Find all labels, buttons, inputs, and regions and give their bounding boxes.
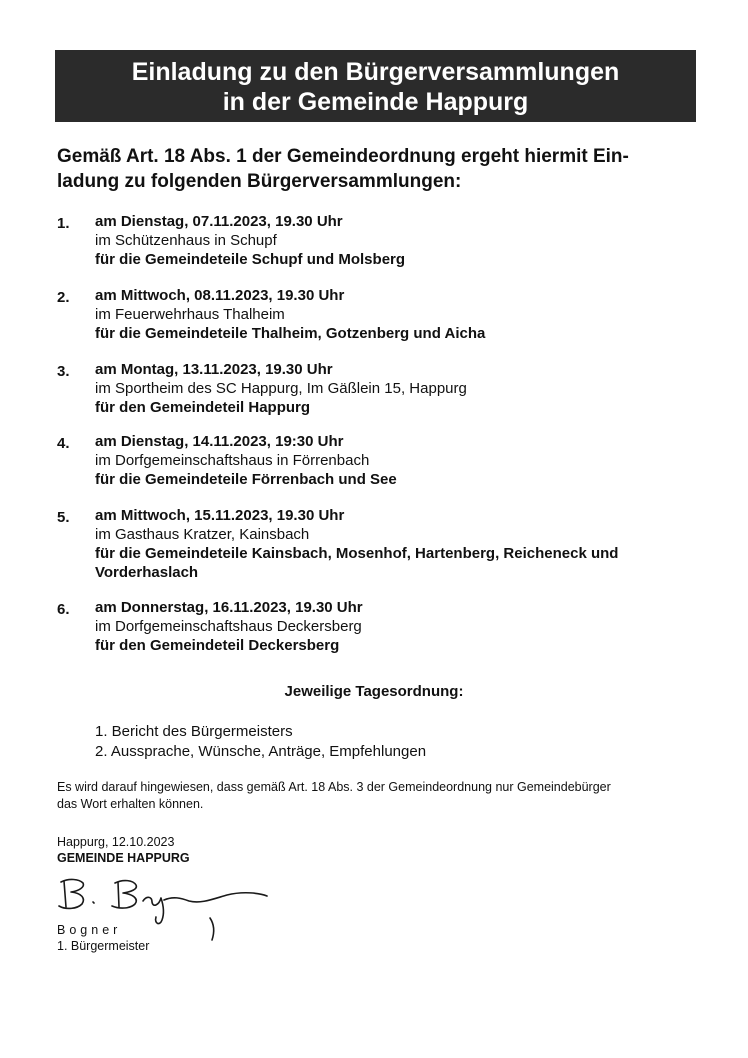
meeting-number: 5. xyxy=(57,509,70,526)
title-line-2: in der Gemeinde Happurg xyxy=(222,88,529,116)
meeting-location: im Schützenhaus in Schupf xyxy=(95,232,277,249)
meeting-date: am Mittwoch, 08.11.2023, 19.30 Uhr xyxy=(95,287,345,304)
meeting-number: 3. xyxy=(57,363,70,380)
meeting-districts: für die Gemeindeteile Schupf und Molsberg xyxy=(95,251,406,268)
meeting-date: am Dienstag, 07.11.2023, 19.30 Uhr xyxy=(95,213,343,230)
meeting-districts: für die Gemeindeteile Thalheim, Gotzenberg und Aicha xyxy=(95,325,486,342)
municipality-name: GEMEINDE HAPPURG xyxy=(57,851,190,865)
meeting-item-5 xyxy=(57,506,697,582)
meeting-number: 6. xyxy=(57,601,70,618)
meeting-date: am Dienstag, 14.11.2023, 19:30 Uhr xyxy=(95,433,344,450)
participation-note xyxy=(57,779,697,813)
meeting-location: im Dorfgemeinschaftshaus in Förrenbach xyxy=(95,452,370,469)
meeting-districts: für den Gemeindeteil Deckersberg xyxy=(95,637,340,654)
meeting-item-1 xyxy=(57,212,697,269)
agenda-item: 1. Bericht des Bürgermeisters xyxy=(95,723,293,740)
note-line-1: Es wird darauf hingewiesen, dass gemäß Art. 18 Abs. 3 der Gemeindeordnung nur Gemeindebürger xyxy=(57,780,611,794)
meeting-number: 4. xyxy=(57,435,70,452)
meeting-districts-continued: Vorderhaslach xyxy=(95,564,199,581)
meeting-location: im Sportheim des SC Happurg, Im Gäßlein 15, Happurg xyxy=(95,380,467,397)
meeting-location: im Dorfgemeinschaftshaus Deckersberg xyxy=(95,618,362,635)
agenda-heading: Jeweilige Tagesordnung: xyxy=(284,683,464,700)
intro-line-2: ladung zu folgenden Bürgerversammlungen: xyxy=(57,171,462,192)
meeting-item-2 xyxy=(57,286,697,343)
meeting-districts: für die Gemeindeteile Kainsbach, Mosenhof, Hartenberg, Reicheneck und xyxy=(95,545,619,562)
meeting-number: 2. xyxy=(57,289,70,306)
meeting-districts: für die Gemeindeteile Förrenbach und See xyxy=(95,471,397,488)
meeting-location: im Feuerwehrhaus Thalheim xyxy=(95,306,285,323)
intro-paragraph xyxy=(57,144,697,194)
meeting-date: am Montag, 13.11.2023, 19.30 Uhr xyxy=(95,361,333,378)
meeting-item-6 xyxy=(57,598,697,655)
agenda-item: 2. Aussprache, Wünsche, Anträge, Empfehlungen xyxy=(95,743,427,760)
place-and-date: Happurg, 12.10.2023 xyxy=(57,835,175,849)
meeting-date: am Donnerstag, 16.11.2023, 19.30 Uhr xyxy=(95,599,363,616)
meeting-districts: für den Gemeindeteil Happurg xyxy=(95,399,311,416)
document-title-banner xyxy=(55,50,696,122)
meeting-item-3 xyxy=(57,360,697,417)
title-line-1: Einladung zu den Bürgerversammlungen xyxy=(131,58,620,86)
signer-role: 1. Bürgermeister xyxy=(57,939,150,953)
intro-line-1: Gemäß Art. 18 Abs. 1 der Gemeindeordnung ergeht hiermit Ein- xyxy=(57,146,629,167)
meeting-item-4 xyxy=(57,432,697,489)
note-line-2: das Wort erhalten können. xyxy=(57,797,204,811)
meeting-location: im Gasthaus Kratzer, Kainsbach xyxy=(95,526,310,543)
signer-name: Bogner xyxy=(57,923,122,937)
agenda-list xyxy=(95,722,426,762)
meeting-number: 1. xyxy=(57,215,70,232)
meeting-date: am Mittwoch, 15.11.2023, 19.30 Uhr xyxy=(95,507,345,524)
